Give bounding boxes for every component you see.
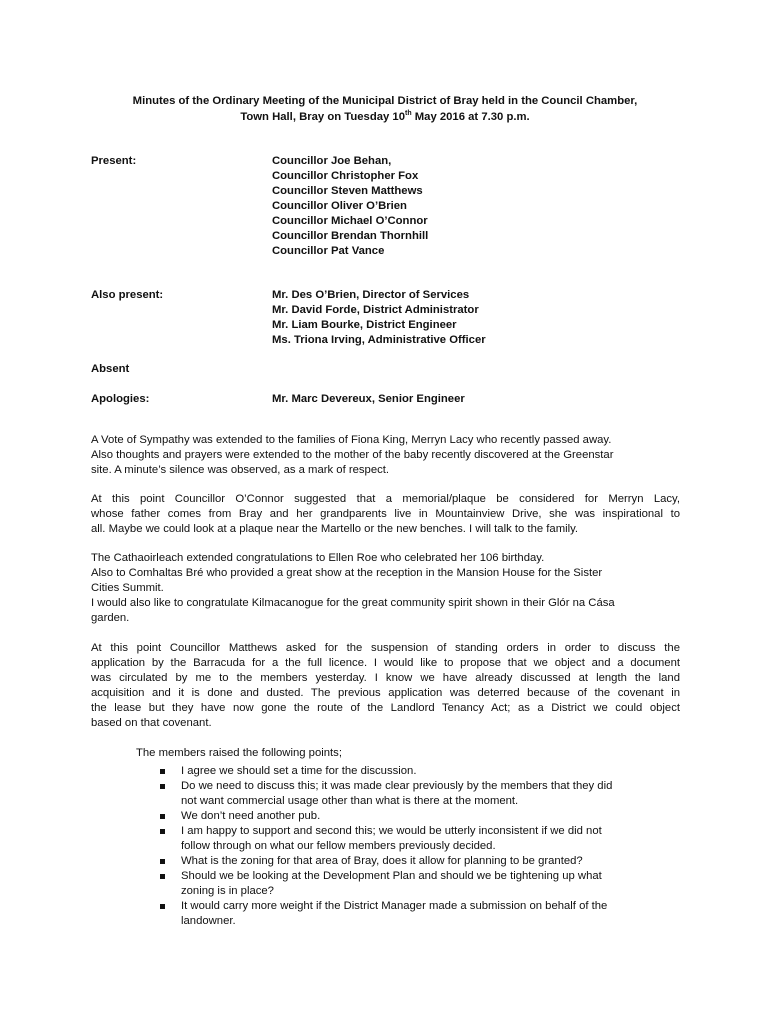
square-bullet-icon [160, 769, 165, 774]
also-present-name: Mr. Des O’Brien, Director of Services [272, 289, 470, 301]
paragraph-line: At this point Councillor O’Connor suggested that a memorial/plaque be considered for Merryn Lacy, [91, 493, 680, 505]
paragraph-line: whose father comes from Bray and her grandparents live in Mountainview Drive, she was inspirational to [91, 508, 680, 520]
list-item-line: not want commercial usage other than what is there at the moment. [181, 795, 519, 807]
paragraph-line: The Cathaoirleach extended congratulations to Ellen Roe who celebrated her 106 birthday. [91, 552, 545, 564]
also-present-label: Also present: [91, 289, 164, 301]
apologies-label: Apologies: [91, 393, 150, 405]
paragraph-line: Also to Comhaltas Bré who provided a great show at the reception in the Mansion House for the Sister [91, 567, 603, 579]
present-name: Councillor Steven Matthews [272, 185, 423, 197]
list-item-line: I am happy to support and second this; we would be utterly inconsistent if we did not [181, 825, 602, 837]
present-label: Present: [91, 155, 137, 167]
list-item-line: landowner. [181, 915, 236, 927]
square-bullet-icon [160, 814, 165, 819]
paragraph-line: At this point Councillor Matthews asked for the suspension of standing orders in order to discuss the [91, 642, 680, 654]
paragraph-line: application by the Barracuda for a the full licence. I would like to propose that we object and a document [91, 657, 680, 669]
square-bullet-icon [160, 784, 165, 789]
present-name: Councillor Brendan Thornhill [272, 230, 429, 242]
list-item-line: I agree we should set a time for the discussion. [181, 765, 417, 777]
square-bullet-icon [160, 904, 165, 909]
list-item-line: It would carry more weight if the District Manager made a submission on behalf of the [181, 900, 608, 912]
present-name: Councillor Joe Behan, [272, 155, 392, 167]
list-item [160, 824, 665, 854]
also-present-list [272, 288, 486, 348]
title-line-1: Minutes of the Ordinary Meeting of the Municipal District of Bray held in the Council Chamber, [132, 95, 638, 107]
present-name: Councillor Michael O’Connor [272, 215, 428, 227]
paragraph-vote-of-sympathy [91, 433, 680, 478]
present-name: Councillor Christopher Fox [272, 170, 419, 182]
also-present-name: Mr. Liam Bourke, District Engineer [272, 319, 457, 331]
paragraph-line: I would also like to congratulate Kilmacanogue for the great community spirit shown in their Glór na Cása [91, 597, 615, 609]
paragraph-line: Cities Summit. [91, 582, 164, 594]
paragraph-line: based on that covenant. [91, 717, 212, 729]
list-item [160, 854, 665, 869]
square-bullet-icon [160, 859, 165, 864]
paragraph-line: the lease but they have now gone the route of the Landlord Tenancy Act; as a District we could object [91, 702, 680, 714]
present-name: Councillor Pat Vance [272, 245, 385, 257]
also-present-name: Mr. David Forde, District Administrator [272, 304, 479, 316]
paragraph-memorial [91, 492, 680, 537]
list-item [160, 779, 665, 809]
list-item-line: Do we need to discuss this; it was made clear previously by the members that they did [181, 780, 613, 792]
list-item [160, 809, 665, 824]
paragraph-line: Also thoughts and prayers were extended to the mother of the baby recently discovered at the Greenstar [91, 449, 614, 461]
members-intro: The members raised the following points; [136, 747, 342, 759]
list-item-line: We don’t need another pub. [181, 810, 321, 822]
paragraph-standing-orders [91, 641, 680, 731]
paragraph-line: garden. [91, 612, 130, 624]
list-item [160, 869, 665, 899]
title-date-prefix: Town Hall, Bray on Tuesday 10 [240, 110, 405, 123]
paragraph-line: site. A minute’s silence was observed, as a mark of respect. [91, 464, 390, 476]
absent-label: Absent [91, 363, 130, 375]
paragraph-line: was circulated by me to the members yesterday. I know we have already discussed at length the land [91, 672, 680, 684]
page-title [90, 94, 680, 125]
list-item-line: What is the zoning for that area of Bray, does it allow for planning to be granted? [181, 855, 583, 867]
paragraph-line: acquisition and it is done and dusted. The previous application was deterred because of the covenant in [91, 687, 680, 699]
list-item [160, 899, 665, 929]
title-line-2 [90, 110, 680, 126]
list-item-line: Should we be looking at the Development Plan and should we be tightening up what [181, 870, 602, 882]
paragraph-line: all. Maybe we could look at a plaque near the Martello or the new benches. I will talk to the family. [91, 523, 579, 535]
list-item-line: zoning is in place? [181, 885, 274, 897]
list-item-line: follow through on what our fellow members previously decided. [181, 840, 496, 852]
title-date-rest: May 2016 at 7.30 p.m. [411, 110, 530, 123]
members-points-list [160, 764, 665, 929]
list-item [160, 764, 665, 779]
also-present-name: Ms. Triona Irving, Administrative Officer [272, 334, 486, 346]
square-bullet-icon [160, 829, 165, 834]
paragraph-congratulations [91, 551, 680, 626]
present-list [272, 154, 428, 259]
present-name: Councillor Oliver O’Brien [272, 200, 407, 212]
square-bullet-icon [160, 874, 165, 879]
paragraph-line: A Vote of Sympathy was extended to the families of Fiona King, Merryn Lacy who recently passed away. [91, 434, 612, 446]
title-date-suffix: th [405, 109, 412, 117]
apologies-name: Mr. Marc Devereux, Senior Engineer [272, 393, 465, 405]
